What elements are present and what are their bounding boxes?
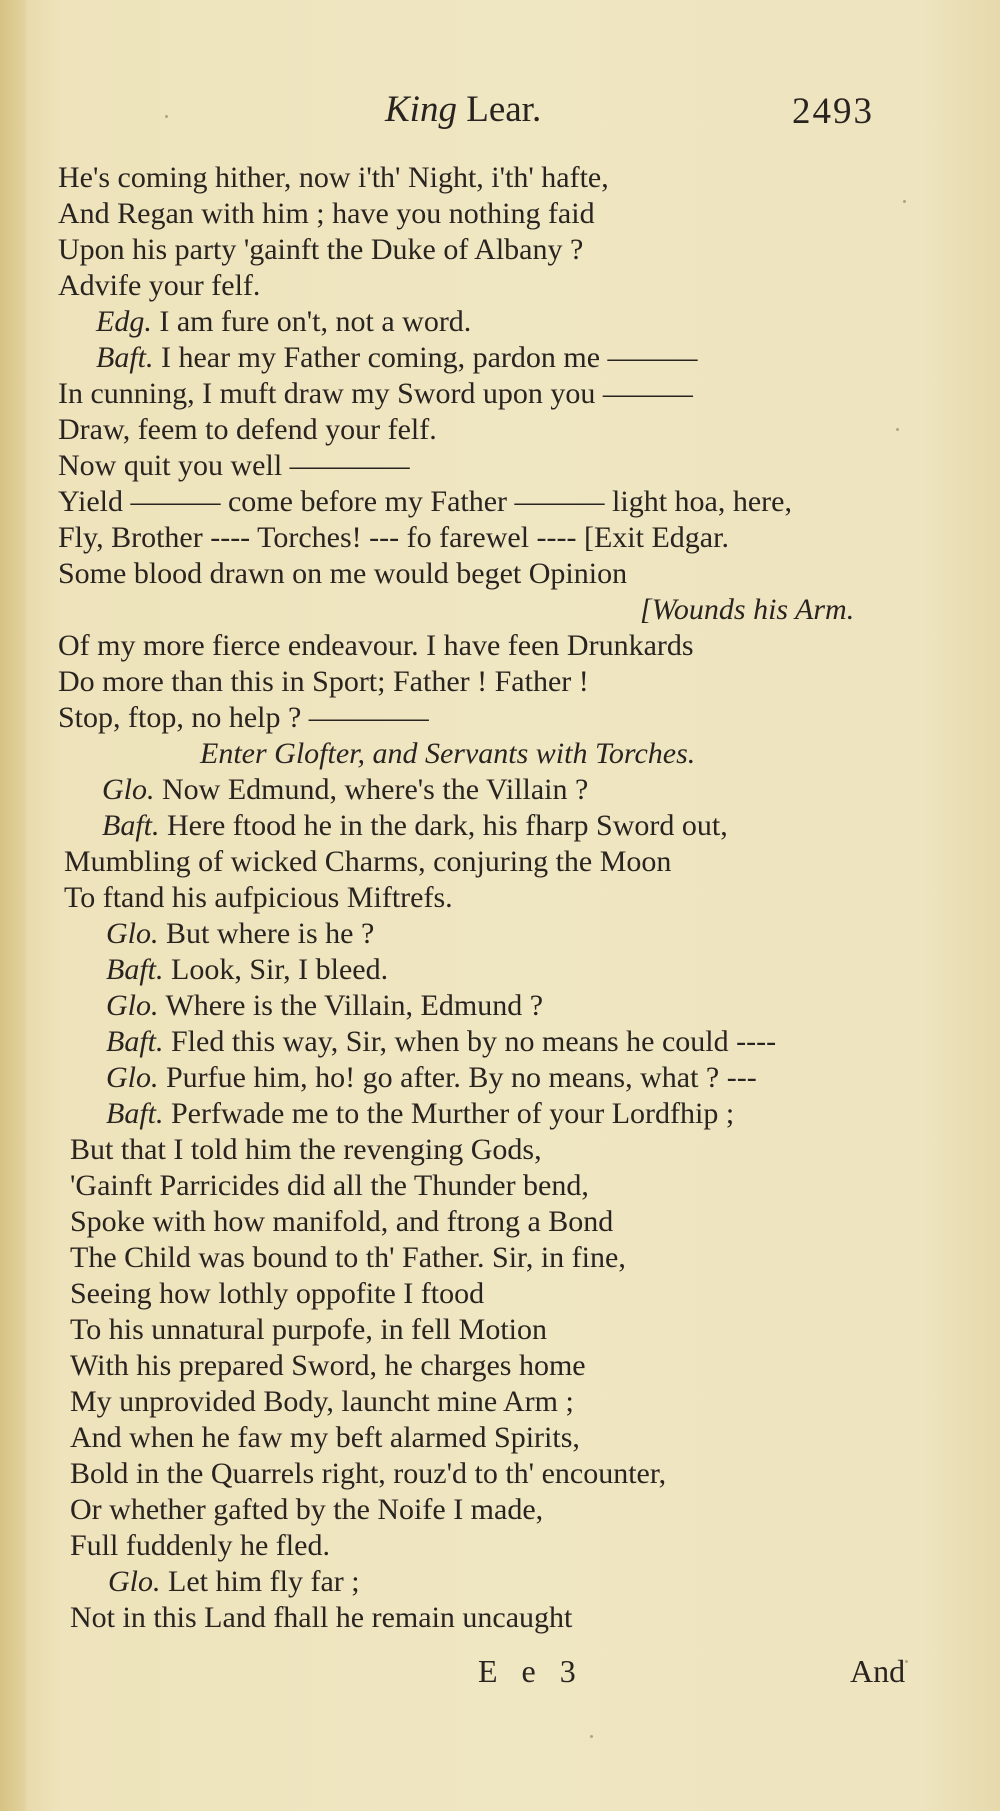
speaker-name: Glo.: [106, 1061, 159, 1094]
stage-direction: [Wounds his Arm.: [640, 593, 855, 626]
catchword: And: [850, 1653, 906, 1689]
text-line: Full fuddenly he fled.: [70, 1529, 330, 1562]
text-line: Spoke with how manifold, and ftrong a Bond: [70, 1205, 614, 1238]
speech-line: Glo. But where is he ?: [106, 917, 375, 950]
speaker-name: Glo.: [108, 1565, 161, 1598]
speaker-name: Baft.: [96, 341, 154, 374]
text-line: Now quit you well ————: [58, 449, 410, 482]
text-line: To his unnatural purpofe, in fell Motion: [70, 1313, 547, 1346]
speaker-name: Glo.: [106, 989, 159, 1022]
speaker-name: Glo.: [106, 917, 159, 950]
text-line: And Regan with him ; have you nothing faid: [58, 197, 595, 230]
paper-speck: [903, 200, 906, 203]
text-line: Yield ——— come before my Father ——— light hoa, here,: [58, 485, 792, 518]
running-title-italic: King: [385, 89, 457, 130]
page-header: [0, 88, 1000, 148]
text-line: Some blood drawn on me would beget Opinion: [58, 557, 628, 590]
speaker-name: Glo.: [102, 773, 155, 806]
text-line: And when he faw my beft alarmed Spirits,: [70, 1421, 580, 1454]
stage-direction: Enter Glofter, and Servants with Torches.: [200, 737, 696, 770]
text-line: My unprovided Body, launcht mine Arm ;: [70, 1385, 574, 1418]
speech-line: Baft. Fled this way, Sir, when by no means he could ----: [106, 1025, 777, 1058]
speech-line: Baft. I hear my Father coming, pardon me ———: [96, 341, 698, 374]
speech-line: Glo. Purfue him, ho! go after. By no means, what ? ---: [106, 1061, 757, 1094]
page-gutter: [0, 0, 26, 1811]
text-line: Stop, ftop, no help ? ————: [58, 701, 429, 734]
paper-speck: [905, 1660, 908, 1663]
speaker-name: Baft.: [106, 1025, 164, 1058]
text-line: Of my more fierce endeavour. I have feen Drunkards: [58, 629, 694, 662]
speech-line: Glo. Now Edmund, where's the Villain ?: [102, 773, 589, 806]
text-line: Draw, feem to defend your felf.: [58, 413, 437, 446]
running-title-rest: Lear.: [466, 89, 542, 130]
paper-speck: [896, 428, 899, 431]
text-line: Bold in the Quarrels right, rouz'd to th' encounter,: [70, 1457, 667, 1490]
speech-line: Glo. Where is the Villain, Edmund ?: [106, 989, 544, 1022]
speaker-name: Baft.: [102, 809, 160, 842]
speech-line: Baft. Look, Sir, I bleed.: [106, 953, 389, 986]
text-line: But that I told him the revenging Gods,: [70, 1133, 542, 1166]
speech-line: Baft. Here ftood he in the dark, his fharp Sword out,: [102, 809, 728, 842]
text-line: He's coming hither, now i'th' Night, i'th' hafte,: [58, 161, 609, 194]
page-number: 2493: [792, 91, 874, 132]
text-line: Advife your felf.: [58, 269, 261, 302]
text-line: Upon his party 'gainft the Duke of Albany ?: [58, 233, 584, 266]
text-line: With his prepared Sword, he charges home: [70, 1349, 586, 1382]
text-line: The Child was bound to th' Father. Sir, in fine,: [70, 1241, 626, 1274]
text-line: In cunning, I muft draw my Sword upon you ———: [58, 377, 693, 410]
text-line: Or whether gafted by the Noife I made,: [70, 1493, 544, 1526]
text-line: Seeing how lothly oppofite I ftood: [70, 1277, 485, 1310]
text-line: Mumbling of wicked Charms, conjuring the Moon: [64, 845, 672, 878]
speech-line: Baft. Perfwade me to the Murther of your Lordfhip ;: [106, 1097, 735, 1130]
text-line: 'Gainft Parricides did all the Thunder bend,: [70, 1169, 589, 1202]
text-line: Fly, Brother ---- Torches! --- fo farewel ---- [Exit Edgar.: [58, 521, 729, 554]
printer-signature: E e 3: [478, 1653, 584, 1689]
paper-speck: [165, 115, 168, 118]
text-line: To ftand his aufpicious Miftrefs.: [64, 881, 453, 914]
running-title: [385, 88, 541, 131]
paper-speck: [590, 1735, 593, 1738]
speaker-name: Edg.: [96, 305, 152, 338]
speech-line: Edg. I am fure on't, not a word.: [96, 305, 472, 338]
speech-line: Glo. Let him fly far ;: [108, 1565, 360, 1598]
speaker-name: Baft.: [106, 953, 164, 986]
text-line: Not in this Land fhall he remain uncaught: [70, 1601, 573, 1634]
text-line: Do more than this in Sport; Father ! Father !: [58, 665, 589, 698]
speaker-name: Baft.: [106, 1097, 164, 1130]
